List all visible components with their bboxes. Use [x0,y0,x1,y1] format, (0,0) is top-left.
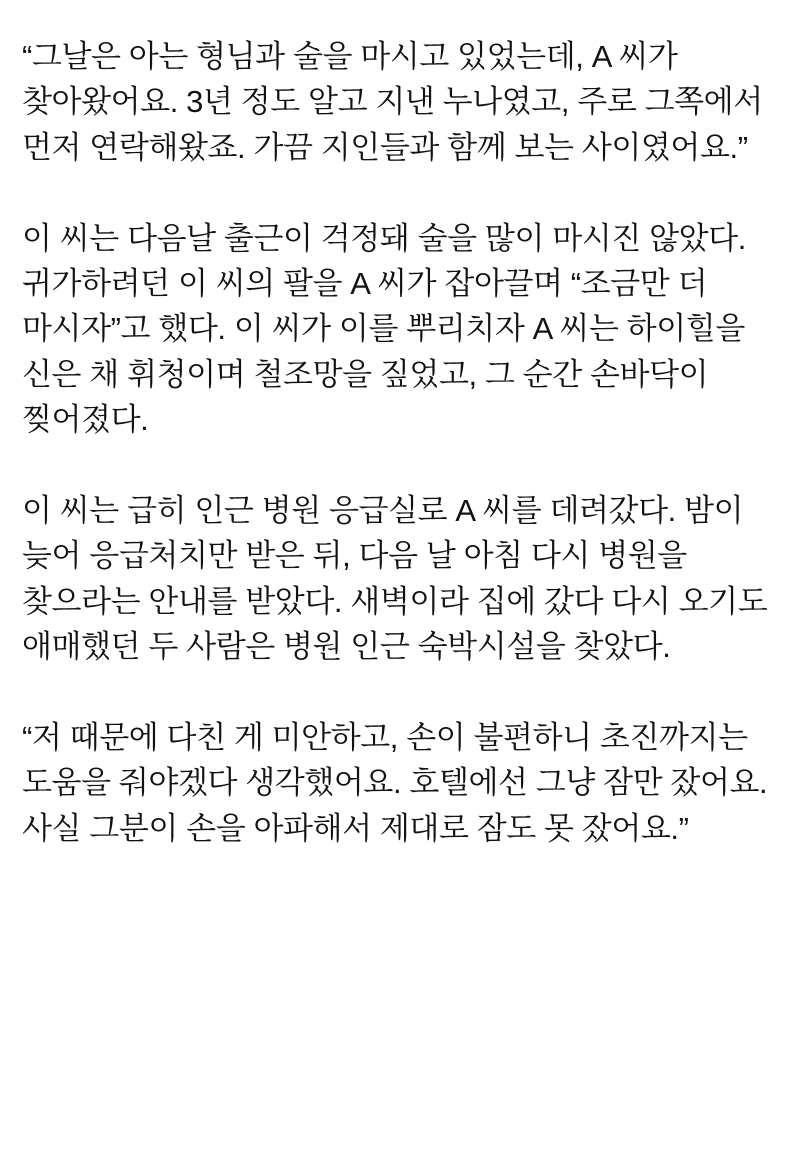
article-paragraph-body-2: 이 씨는 급히 인근 병원 응급실로 A 씨를 데려갔다. 밤이 늦어 응급처치만 받은 뒤, 다음 날 아침 다시 병원을 찾으라는 안내를 받았다. 새벽이라 집에 갔다 다시 오기도 애매했던 두 사람은 병원 인근 숙박시설을 찾았다. [22,493,776,664]
article-paragraph-quote-1: “그날은 아는 형님과 술을 마시고 있었는데, A 씨가 찾아왔어요. 3년 정도 알고 지낸 누나였고, 주로 그쪽에서 먼저 연락해왔죠. 가끔 지인들과 함께 보는 사이였어요.” [22,39,771,165]
article-paragraph-quote-2: “저 때문에 다친 게 미안하고, 손이 불편하니 초진까지는 도움을 줘야겠다 생각했어요. 호텔에선 그냥 잠만 잤어요. 사실 그분이 손을 아파해서 제대로 잠도 못 잤어요.” [22,720,776,846]
article-paragraph-body-1: 이 씨는 다음날 출근이 걱정돼 술을 많이 마시진 않았다. 귀가하려던 이 씨의 팔을 A 씨가 잡아끌며 “조금만 더 마시자”고 했다. 이 씨가 이를 뿌리치자 A 씨는 하이힐을 신은 채 휘청이며 철조망을 짚었고, 그 순간 손바닥이 찢어졌다. [22,220,755,437]
